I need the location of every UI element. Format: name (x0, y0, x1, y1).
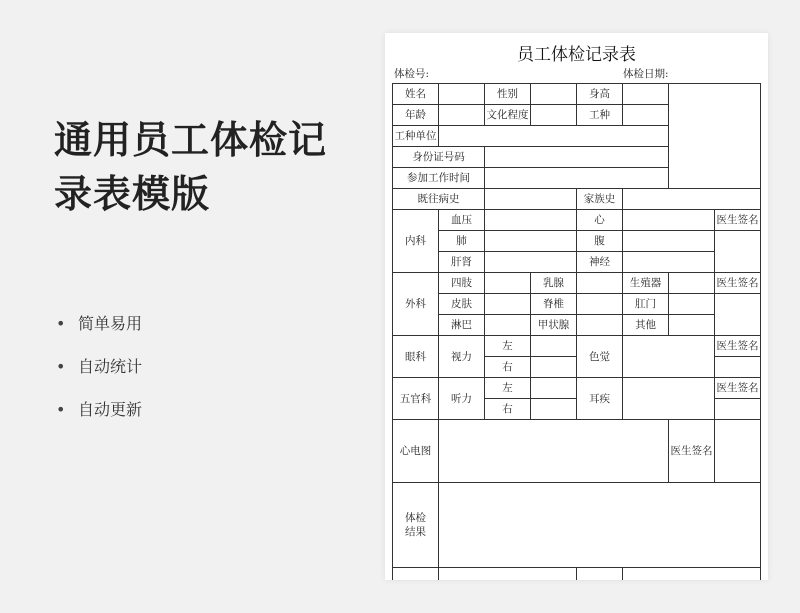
left-eye-label: 左 (485, 336, 531, 357)
anus-label: 肛门 (623, 294, 669, 315)
feature-list (56, 306, 142, 435)
gender-label: 性别 (485, 84, 531, 105)
family-history-label: 家族史 (577, 189, 623, 210)
table-row (393, 378, 761, 399)
other-label: 其他 (623, 315, 669, 336)
breast-value (577, 273, 623, 294)
footer-cell (439, 568, 577, 581)
promo-title-line-1: 通用员工体检记 (54, 118, 328, 162)
exam-result-label: 体检结果 (393, 483, 439, 568)
ecg-value (439, 420, 669, 483)
table-row (393, 84, 761, 105)
table-row (393, 189, 761, 210)
id-number-label: 身份证号码 (393, 147, 485, 168)
heart-value (623, 210, 715, 231)
spine-label: 脊椎 (531, 294, 577, 315)
surgery-label: 外科 (393, 273, 439, 336)
lungs-value (485, 231, 577, 252)
thyroid-value (577, 315, 623, 336)
doctor-signature-label: 医生签名 (715, 273, 761, 294)
education-label: 文化程度 (485, 105, 531, 126)
right-ear-value (531, 399, 577, 420)
doctor-signature-label: 医生签名 (715, 378, 761, 399)
work-unit-label: 工种单位 (393, 126, 439, 147)
doctor-signature-value (715, 420, 761, 483)
skin-value (485, 294, 531, 315)
table-row (393, 483, 761, 568)
family-history-value (623, 189, 761, 210)
id-number-value (485, 147, 669, 168)
other-value (669, 315, 715, 336)
reproductive-value (669, 273, 715, 294)
reproductive-label: 生殖器 (623, 273, 669, 294)
ecg-label: 心电图 (393, 420, 439, 483)
footer-cell (393, 568, 439, 581)
exam-result-value (439, 483, 761, 568)
limbs-value (485, 273, 531, 294)
nerves-label: 神经 (577, 252, 623, 273)
height-label: 身高 (577, 84, 623, 105)
liver-kidney-label: 肝肾 (439, 252, 485, 273)
age-label: 年龄 (393, 105, 439, 126)
exam-form-table (392, 83, 761, 580)
nerves-value (623, 252, 715, 273)
ear-disease-label: 耳疾 (577, 378, 623, 420)
table-row (393, 252, 761, 273)
lungs-label: 肺 (439, 231, 485, 252)
table-row (393, 231, 761, 252)
right-eye-label: 右 (485, 357, 531, 378)
vision-label: 视力 (439, 336, 485, 378)
height-value (623, 84, 669, 105)
blood-pressure-value (485, 210, 577, 231)
heart-label: 心 (577, 210, 623, 231)
doctor-signature-value (715, 231, 761, 273)
table-row (393, 420, 761, 483)
age-value (439, 105, 485, 126)
name-label: 姓名 (393, 84, 439, 105)
internal-medicine-label: 内科 (393, 210, 439, 273)
doctor-signature-label: 医生签名 (669, 420, 715, 483)
ear-disease-value (623, 378, 715, 420)
abdomen-value (623, 231, 715, 252)
lymph-value (485, 315, 531, 336)
name-value (439, 84, 485, 105)
color-vision-label: 色觉 (577, 336, 623, 378)
table-row (393, 568, 761, 581)
right-eye-value (531, 357, 577, 378)
work-unit-value (439, 126, 669, 147)
work-start-value (485, 168, 669, 189)
past-history-label: 既往病史 (393, 189, 485, 210)
feature-item: • 自动统计 (56, 349, 142, 392)
job-type-label: 工种 (577, 105, 623, 126)
exam-date-label: 体检日期: (623, 68, 669, 80)
liver-kidney-value (485, 252, 577, 273)
doctor-signature-label: 医生签名 (715, 210, 761, 231)
gender-value (531, 84, 577, 105)
hearing-label: 听力 (439, 378, 485, 420)
breast-label: 乳腺 (531, 273, 577, 294)
feature-item: • 自动更新 (56, 392, 142, 435)
ophthalmology-label: 眼科 (393, 336, 439, 378)
form-preview (385, 33, 768, 580)
promo-title-line-2: 录表模版 (54, 172, 211, 216)
left-eye-value (531, 336, 577, 357)
doctor-signature-label: 医生签名 (715, 336, 761, 357)
table-row (393, 336, 761, 357)
table-row (393, 210, 761, 231)
spine-value (577, 294, 623, 315)
abdomen-label: 腹 (577, 231, 623, 252)
work-start-label: 参加工作时间 (393, 168, 485, 189)
feature-item: • 简单易用 (56, 306, 142, 349)
limbs-label: 四肢 (439, 273, 485, 294)
doctor-signature-value (715, 294, 761, 336)
table-row (393, 315, 761, 336)
footer-cell (577, 568, 623, 581)
table-row (393, 273, 761, 294)
job-type-value (623, 105, 669, 126)
left-ear-label: 左 (485, 378, 531, 399)
photo-area (669, 84, 761, 189)
right-ear-label: 右 (485, 399, 531, 420)
skin-label: 皮肤 (439, 294, 485, 315)
form-title: 员工体检记录表 (517, 45, 636, 65)
blood-pressure-label: 血压 (439, 210, 485, 231)
table-row (393, 294, 761, 315)
anus-value (669, 294, 715, 315)
promo-title (54, 113, 327, 221)
thyroid-label: 甲状腺 (531, 315, 577, 336)
doctor-signature-value (715, 357, 761, 378)
education-value (531, 105, 577, 126)
exam-number-label: 体检号: (394, 68, 430, 80)
left-ear-value (531, 378, 577, 399)
past-history-value (485, 189, 577, 210)
color-vision-value (623, 336, 715, 378)
lymph-label: 淋巴 (439, 315, 485, 336)
doctor-signature-value (715, 399, 761, 420)
ent-label: 五官科 (393, 378, 439, 420)
footer-cell (623, 568, 761, 581)
